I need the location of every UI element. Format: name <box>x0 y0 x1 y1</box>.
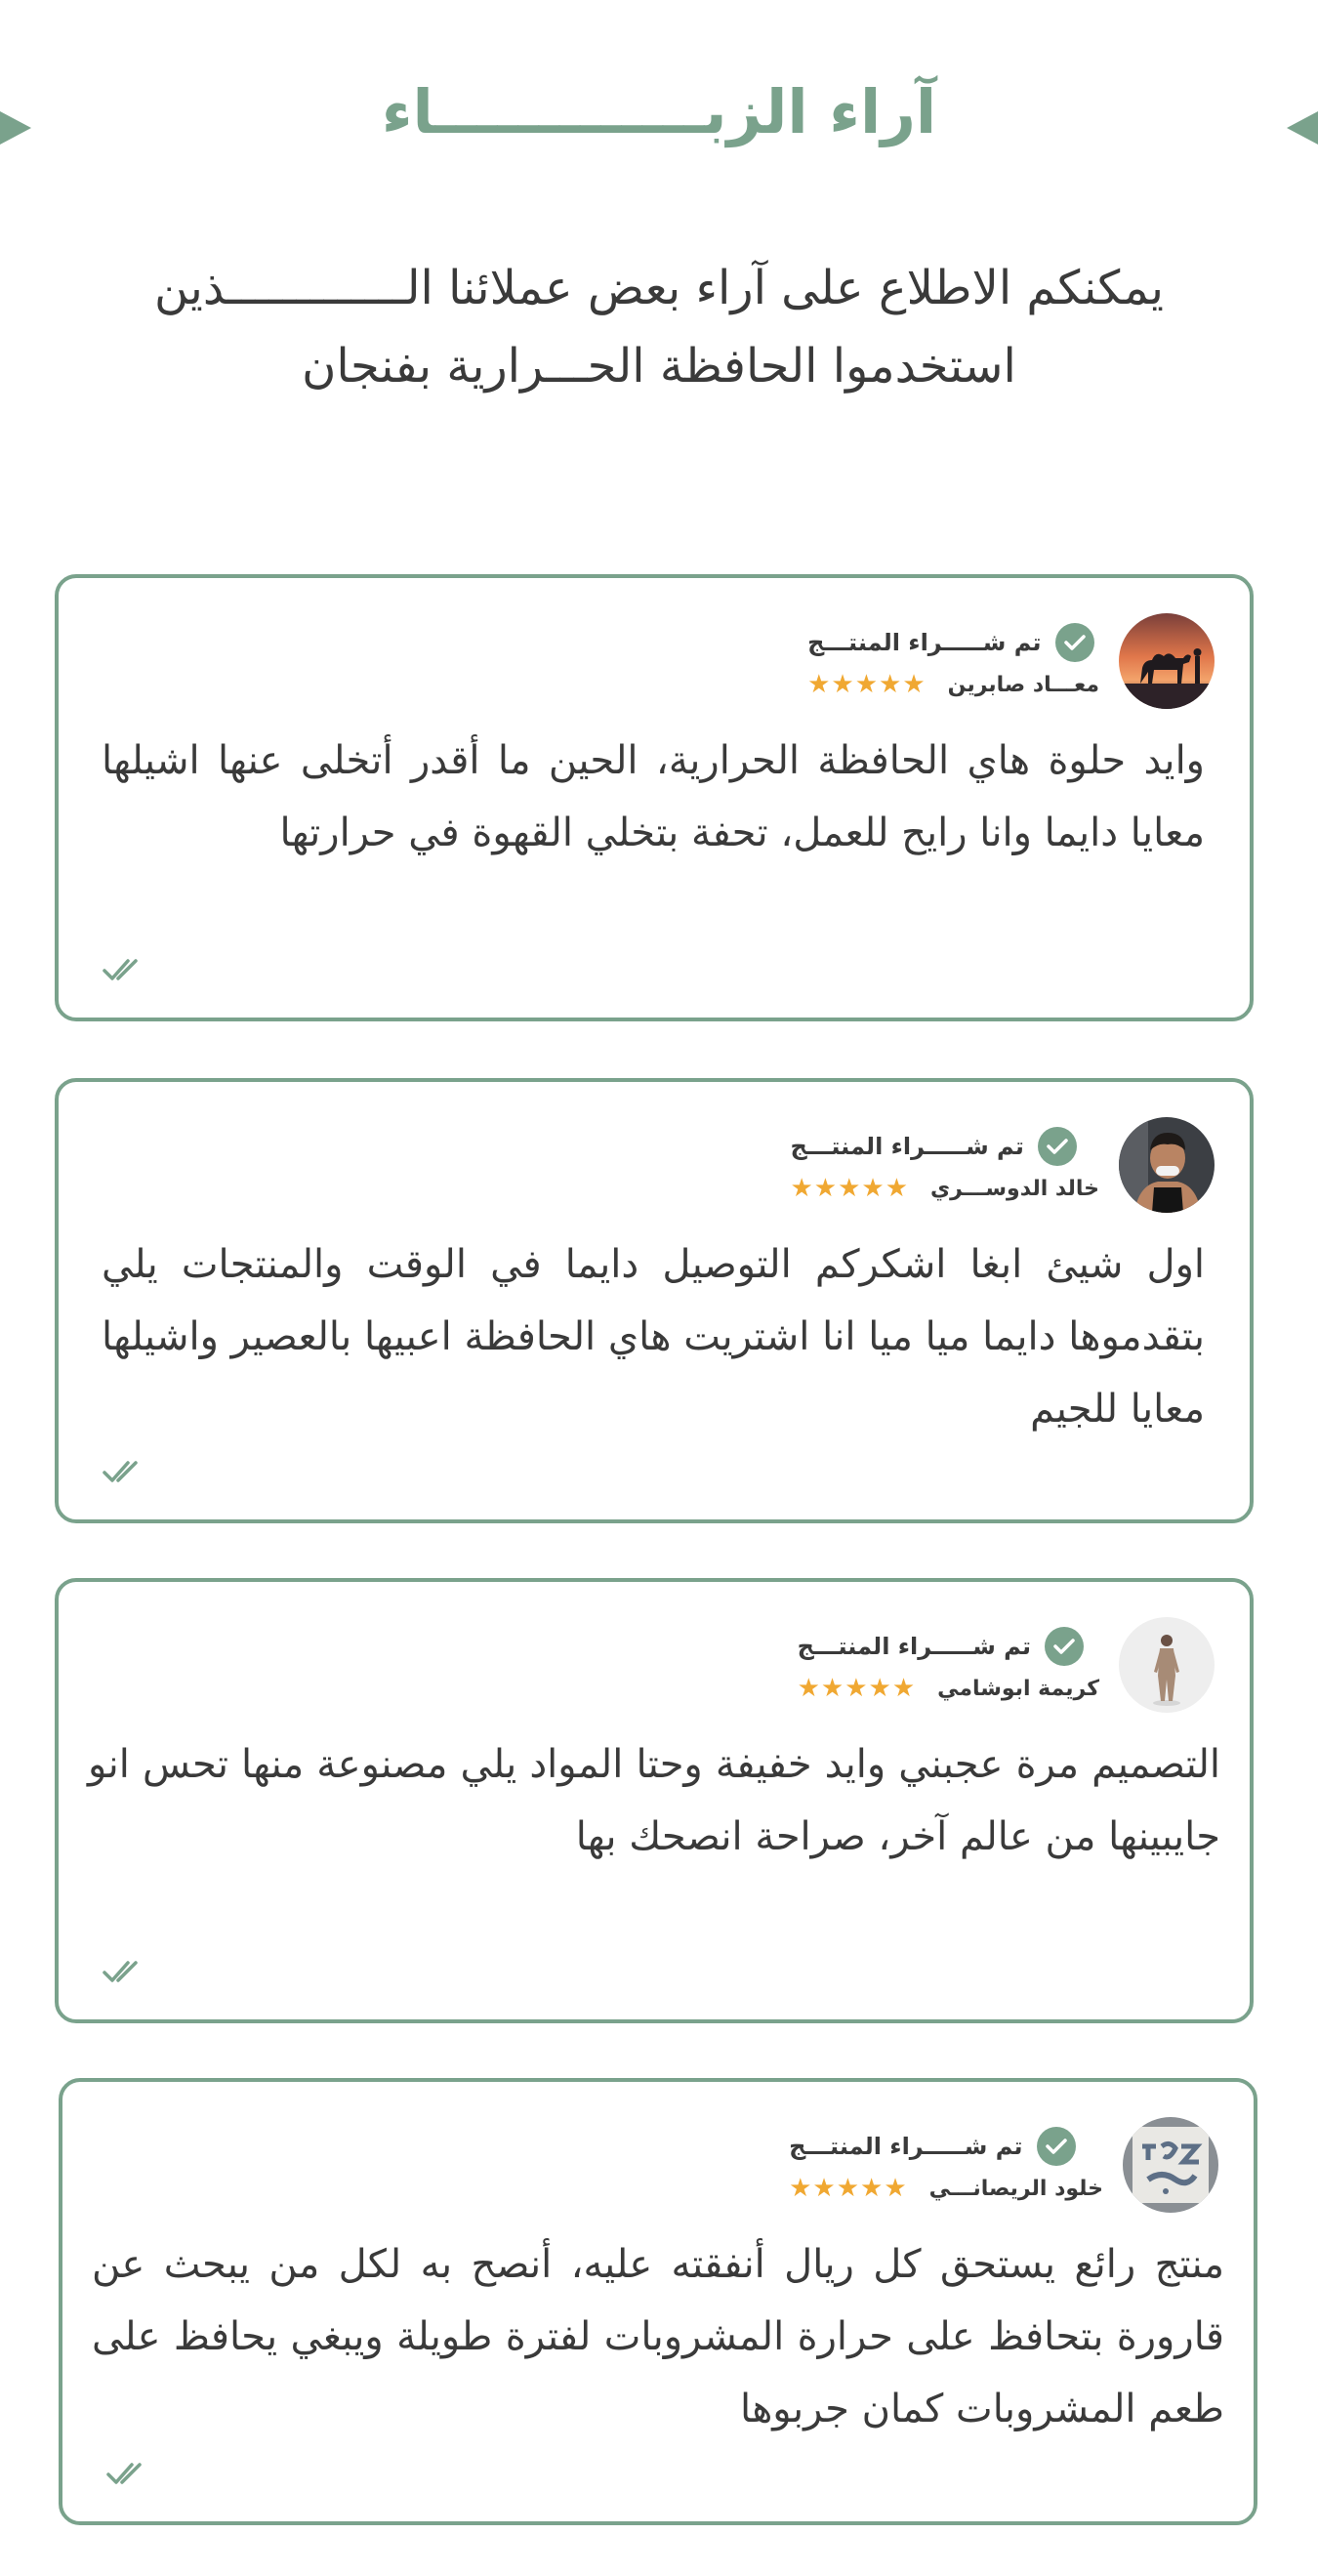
man-portrait-avatar <box>1119 1117 1215 1213</box>
verified-check-icon <box>1055 623 1094 662</box>
page-title: آراء الزبـــــــــــــاء <box>381 76 937 147</box>
avatar <box>1119 1117 1215 1213</box>
verified-purchase-label: تم شـــــراء المنتـــج <box>807 629 1042 656</box>
verified-check-icon <box>1037 2127 1076 2166</box>
review-card <box>55 1578 1254 2023</box>
review-header <box>807 607 1215 715</box>
star-rating: ★★★★★ <box>790 1174 910 1203</box>
page-subtitle: يمكنكم الاطلاع على آراء بعض عملائنا الـــــــــــــذين استخدموا الحافظة الحـــرارية بفنجان <box>154 261 1164 394</box>
review-text: التصميم مرة عجبني وايد خفيفة وحتا المواد يلي مصنوعة منها تحس انو جايبينها من عالم آخر، صراحة انصحك بها <box>88 1742 1220 1859</box>
double-check-icon <box>102 955 152 984</box>
review-text: اول شيئ ابغا اشكركم التوصيل دايما في الوقت والمنتجات يلي بتقدموها دايما ميا ميا انا اشتريت هاي الحافظة اعبيها بالعصير واشيلها معايا للجيم <box>102 1242 1205 1432</box>
review-text: وايد حلوة هاي الحافظة الحرارية، الحين ما أقدر أتخلى عنها اشيلها معايا دايما وانا رايح للعمل، تحفة بتخلي القهوة في حرارتها <box>102 738 1205 855</box>
review-card <box>55 1078 1254 1523</box>
star-rating: ★★★★★ <box>807 670 927 699</box>
star-rating: ★★★★★ <box>789 2174 908 2203</box>
verified-check-icon <box>1045 1627 1084 1666</box>
review-card <box>55 574 1254 1021</box>
avatar <box>1119 613 1215 709</box>
reviewer-name: خلود الريصانـــي <box>928 2176 1103 2201</box>
star-rating: ★★★★★ <box>797 1674 917 1703</box>
verified-purchase-label: تم شـــــراء المنتـــج <box>797 1633 1032 1660</box>
gaza-sign-avatar <box>1123 2117 1218 2213</box>
review-header <box>798 1611 1215 1719</box>
review-card <box>59 2078 1257 2525</box>
reviewer-name: معـــاد صابرين <box>947 672 1099 697</box>
review-text: منتج رائع يستحق كل ريال أنفقته عليه، أنصح به لكل من يبحث عن قارورة بتحافظ على حرارة المشروبات لفترة طويلة ويبغي يحافظ على طعم المشروبات كمان جربوها <box>92 2242 1224 2431</box>
verified-purchase-label: تم شـــــراء المنتـــج <box>790 1133 1024 1160</box>
avatar <box>1123 2117 1218 2213</box>
review-header <box>789 2111 1218 2219</box>
verified-purchase-label: تم شـــــراء المنتـــج <box>789 2133 1023 2160</box>
double-check-icon <box>102 1457 152 1486</box>
avatar <box>1119 1617 1215 1713</box>
review-header <box>790 1111 1215 1219</box>
reviewer-name: خالد الدوســـري <box>930 1176 1099 1201</box>
standing-figure-avatar <box>1119 1617 1215 1713</box>
reviewer-name: كريمة ابوشامي <box>937 1676 1099 1701</box>
verified-check-icon <box>1038 1127 1077 1166</box>
camel-silhouette-sunset-avatar <box>1119 613 1215 709</box>
double-check-icon <box>102 1957 152 1986</box>
double-check-icon <box>105 2459 156 2488</box>
